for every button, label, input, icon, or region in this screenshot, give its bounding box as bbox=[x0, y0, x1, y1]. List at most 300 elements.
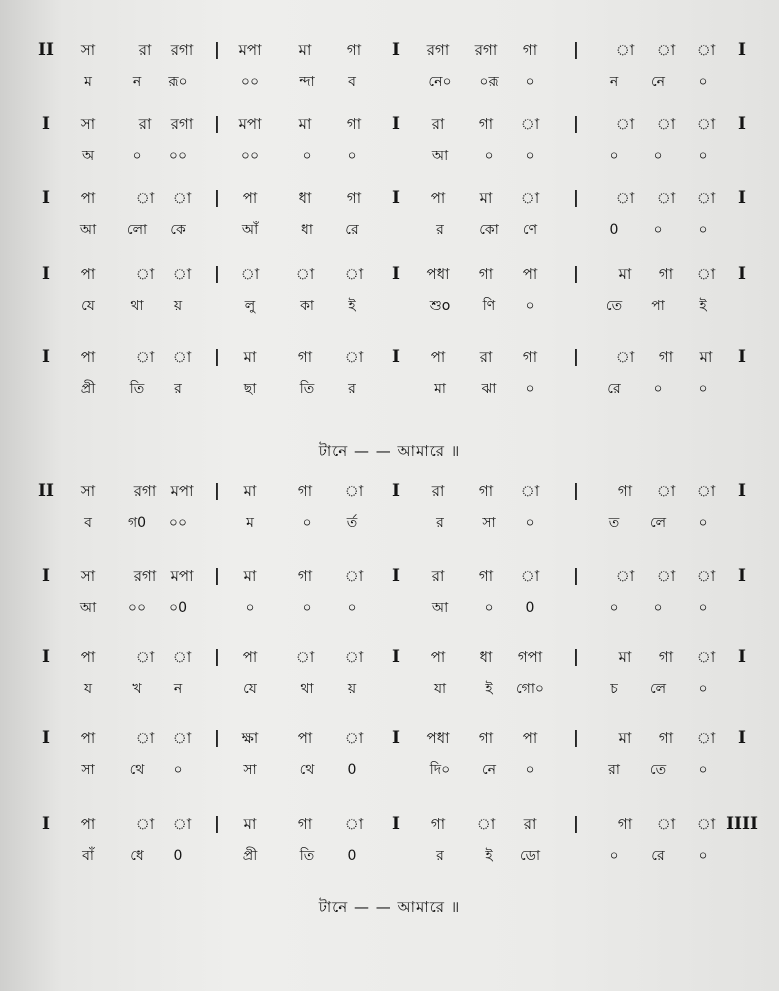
swara-note: মপা bbox=[170, 567, 194, 585]
swara-note: পা bbox=[242, 648, 258, 666]
swara-note: রা bbox=[431, 482, 445, 500]
swara-note: গা bbox=[297, 567, 313, 585]
swara-note: া bbox=[696, 41, 716, 59]
swara-note: া bbox=[520, 482, 540, 500]
swara-note: া bbox=[344, 348, 364, 366]
lyric-syllable: তি bbox=[129, 381, 145, 397]
swara-note: পা bbox=[80, 648, 96, 666]
swara-note: রগা bbox=[426, 41, 450, 59]
swara-note: গা bbox=[478, 482, 494, 500]
swara-note: া bbox=[520, 567, 540, 585]
swara-note: পধা bbox=[426, 265, 450, 283]
swara-note: া bbox=[344, 482, 364, 500]
swara-note: া bbox=[344, 567, 364, 585]
lyric-syllable: ০ bbox=[484, 600, 494, 616]
lyric-row bbox=[0, 844, 779, 884]
bar-line: I bbox=[392, 264, 400, 284]
lyric-row bbox=[0, 596, 779, 636]
swara-note: রগা bbox=[170, 115, 194, 133]
lyric-syllable: নে bbox=[650, 74, 666, 90]
swara-note: া bbox=[696, 567, 716, 585]
swara-note: গা bbox=[297, 482, 313, 500]
lyric-syllable: ০ bbox=[698, 762, 708, 778]
bar-line: IIII bbox=[726, 814, 758, 834]
swara-note: ক্ষা bbox=[241, 729, 259, 747]
bar-line: I bbox=[738, 481, 746, 501]
lyric-syllable: ০ bbox=[653, 222, 663, 238]
lyric-syllable: ০০ bbox=[240, 148, 260, 164]
lyric-syllable: 0 bbox=[609, 222, 619, 238]
notation-line bbox=[0, 564, 779, 654]
lyric-syllable: ০ bbox=[525, 74, 535, 90]
lyric-syllable: য় bbox=[347, 681, 357, 697]
lyric-syllable: তে bbox=[605, 298, 623, 314]
bar-line: I bbox=[392, 566, 400, 586]
bar-line: | bbox=[213, 40, 221, 60]
swara-note: া bbox=[656, 482, 676, 500]
lyric-syllable: রে bbox=[345, 222, 359, 238]
swara-note: রগা bbox=[170, 41, 194, 59]
lyric-syllable: আঁ bbox=[241, 222, 259, 238]
lyric-syllable: ০০ bbox=[127, 600, 147, 616]
bar-line: | bbox=[572, 647, 580, 667]
lyric-syllable: ই bbox=[485, 848, 493, 864]
lyric-syllable: ০ bbox=[698, 222, 708, 238]
bar-line: | bbox=[213, 647, 221, 667]
notation-line bbox=[0, 345, 779, 435]
swara-note: গা bbox=[522, 348, 538, 366]
swara-note: া bbox=[520, 189, 540, 207]
swara-note: সা bbox=[80, 482, 96, 500]
bar-line: I bbox=[42, 566, 50, 586]
swara-note: া bbox=[615, 115, 635, 133]
swara-note: া bbox=[135, 348, 155, 366]
bar-line: | bbox=[572, 188, 580, 208]
lyric-syllable: আ bbox=[79, 600, 97, 616]
lyric-syllable: ০ bbox=[698, 515, 708, 531]
lyric-syllable: ধা bbox=[301, 222, 313, 238]
lyric-syllable: ব bbox=[348, 74, 356, 90]
swara-note: া bbox=[615, 348, 635, 366]
lyric-syllable: আ bbox=[431, 148, 449, 164]
swara-note: া bbox=[295, 265, 315, 283]
bar-line: | bbox=[572, 481, 580, 501]
swara-note: গা bbox=[297, 815, 313, 833]
bar-line: I bbox=[738, 566, 746, 586]
lyric-syllable: ০ bbox=[609, 600, 619, 616]
swara-note: পা bbox=[80, 815, 96, 833]
bar-line: | bbox=[213, 114, 221, 134]
lyric-syllable: আ bbox=[79, 222, 97, 238]
swara-note: গা bbox=[297, 348, 313, 366]
swara-note: সা bbox=[80, 41, 96, 59]
swara-note: মা bbox=[298, 41, 312, 59]
lyric-syllable: আ bbox=[431, 600, 449, 616]
swara-note: া bbox=[656, 815, 676, 833]
lyric-syllable: নে০ bbox=[428, 74, 452, 90]
lyric-syllable: রা bbox=[608, 762, 620, 778]
bar-line: | bbox=[572, 566, 580, 586]
bar-line: I bbox=[42, 114, 50, 134]
swara-note: া bbox=[344, 265, 364, 283]
bar-line: | bbox=[572, 728, 580, 748]
bar-line: I bbox=[738, 40, 746, 60]
swara-note: রা bbox=[431, 115, 445, 133]
lyric-syllable: ০রূ bbox=[479, 74, 499, 90]
lyric-syllable: ০ bbox=[302, 148, 312, 164]
swara-note: পা bbox=[80, 265, 96, 283]
lyric-syllable: মা bbox=[434, 381, 446, 397]
swara-note: া bbox=[696, 115, 716, 133]
notation-line bbox=[0, 479, 779, 569]
lyric-syllable: রে bbox=[607, 381, 621, 397]
lyric-syllable: ০ bbox=[653, 381, 663, 397]
lyric-syllable: 0 bbox=[173, 848, 183, 864]
swara-note: গা bbox=[658, 265, 674, 283]
swara-note: মা bbox=[618, 648, 632, 666]
swara-note: মপা bbox=[238, 41, 262, 59]
bar-line: I bbox=[392, 347, 400, 367]
swara-note: রা bbox=[138, 115, 152, 133]
lyric-syllable: ০ bbox=[525, 381, 535, 397]
lyric-syllable: ০ bbox=[245, 600, 255, 616]
lyric-syllable: ই bbox=[348, 298, 356, 314]
lyric-syllable: ০ bbox=[698, 381, 708, 397]
refrain-line: টানে — — আমারে ॥ bbox=[318, 442, 461, 460]
lyric-syllable: ই bbox=[699, 298, 707, 314]
bar-line: I bbox=[42, 814, 50, 834]
swara-note: া bbox=[344, 729, 364, 747]
lyric-syllable: অ bbox=[81, 148, 95, 164]
lyric-syllable: ০0 bbox=[168, 600, 188, 616]
swara-note: গা bbox=[430, 815, 446, 833]
lyric-syllable: সা bbox=[243, 762, 257, 778]
lyric-syllable: থা bbox=[300, 681, 314, 697]
swara-note: া bbox=[135, 729, 155, 747]
swara-note: গা bbox=[346, 115, 362, 133]
bar-line: I bbox=[392, 40, 400, 60]
swara-note: ধা bbox=[479, 648, 493, 666]
swara-note: া bbox=[696, 265, 716, 283]
lyric-syllable: ছা bbox=[243, 381, 257, 397]
lyric-syllable: ০ bbox=[302, 600, 312, 616]
bar-line: I bbox=[392, 814, 400, 834]
lyric-syllable: ন bbox=[132, 74, 142, 90]
swara-note: পা bbox=[522, 729, 538, 747]
lyric-syllable: ণে bbox=[522, 222, 538, 238]
lyric-syllable: প্রী bbox=[80, 381, 96, 397]
swara-note: মা bbox=[243, 482, 257, 500]
lyric-syllable: ০০ bbox=[168, 148, 188, 164]
swara-note: রা bbox=[523, 815, 537, 833]
swara-note: মা bbox=[243, 348, 257, 366]
refrain-line: টানে — — আমারে ॥ bbox=[318, 898, 461, 916]
lyric-syllable: যে bbox=[81, 298, 95, 314]
lyric-syllable: কে bbox=[170, 222, 186, 238]
swara-note: া bbox=[656, 567, 676, 585]
swara-note: া bbox=[295, 648, 315, 666]
lyric-syllable: কা bbox=[300, 298, 314, 314]
swara-note: রগা bbox=[133, 567, 157, 585]
lyric-syllable: ণি bbox=[482, 298, 496, 314]
notation-line bbox=[0, 645, 779, 735]
swara-note: া bbox=[696, 815, 716, 833]
lyric-syllable: ০ bbox=[132, 148, 142, 164]
swara-note: গা bbox=[478, 115, 494, 133]
lyric-syllable: ন bbox=[173, 681, 183, 697]
lyric-syllable: ০ bbox=[525, 298, 535, 314]
lyric-row bbox=[0, 511, 779, 551]
lyric-syllable: ০ bbox=[525, 148, 535, 164]
swara-note: পা bbox=[430, 648, 446, 666]
bar-line: | bbox=[213, 481, 221, 501]
bar-line: | bbox=[213, 566, 221, 586]
lyric-syllable: ০ bbox=[698, 74, 708, 90]
lyric-syllable: ডো bbox=[519, 848, 541, 864]
swara-note: া bbox=[172, 815, 192, 833]
swara-note: রা bbox=[431, 567, 445, 585]
lyric-syllable: ম bbox=[246, 515, 254, 531]
bar-line: | bbox=[213, 728, 221, 748]
swara-note: পা bbox=[80, 348, 96, 366]
lyric-syllable: র bbox=[436, 515, 444, 531]
lyric-syllable: ই bbox=[485, 681, 493, 697]
bar-line: I bbox=[42, 728, 50, 748]
lyric-syllable: তে bbox=[649, 762, 667, 778]
bar-line: I bbox=[42, 188, 50, 208]
swara-note: গা bbox=[522, 41, 538, 59]
lyric-syllable: বাঁ bbox=[82, 848, 94, 864]
lyric-syllable: য bbox=[83, 681, 93, 697]
swara-note: া bbox=[615, 189, 635, 207]
swara-note: া bbox=[696, 482, 716, 500]
swara-note: গা bbox=[658, 348, 674, 366]
swara-note: া bbox=[135, 265, 155, 283]
swara-note: সা bbox=[80, 115, 96, 133]
swara-note: পা bbox=[430, 189, 446, 207]
lyric-syllable: ০ bbox=[609, 148, 619, 164]
swara-note: মপা bbox=[170, 482, 194, 500]
bar-line: I bbox=[42, 647, 50, 667]
swara-note: পা bbox=[80, 729, 96, 747]
swara-note: া bbox=[696, 189, 716, 207]
lyric-syllable: ০ bbox=[525, 515, 535, 531]
swara-note: া bbox=[172, 648, 192, 666]
lyric-syllable: ০ bbox=[653, 600, 663, 616]
lyric-syllable: সা bbox=[81, 762, 95, 778]
swara-note: া bbox=[615, 41, 635, 59]
lyric-syllable: ০ bbox=[698, 600, 708, 616]
bar-line: I bbox=[738, 647, 746, 667]
swara-note: পা bbox=[80, 189, 96, 207]
swara-note: গা bbox=[658, 648, 674, 666]
lyric-syllable: লে bbox=[649, 681, 667, 697]
lyric-syllable: থে bbox=[129, 762, 145, 778]
swara-note: পা bbox=[430, 348, 446, 366]
bar-line: II bbox=[38, 40, 54, 60]
swara-note: মা bbox=[479, 189, 493, 207]
lyric-syllable: গো০ bbox=[515, 681, 545, 697]
lyric-syllable: লো bbox=[126, 222, 148, 238]
swara-note: া bbox=[656, 189, 676, 207]
lyric-syllable: ত bbox=[608, 515, 620, 531]
bar-line: I bbox=[738, 347, 746, 367]
lyric-row bbox=[0, 677, 779, 717]
lyric-syllable: ০ bbox=[347, 600, 357, 616]
lyric-syllable: ম bbox=[84, 74, 92, 90]
swara-note: া bbox=[696, 648, 716, 666]
lyric-syllable: য় bbox=[173, 298, 183, 314]
bar-line: I bbox=[42, 264, 50, 284]
swara-note: রা bbox=[138, 41, 152, 59]
swara-note: া bbox=[135, 189, 155, 207]
swara-note: া bbox=[135, 815, 155, 833]
lyric-syllable: ০ bbox=[609, 848, 619, 864]
swara-note: ধা bbox=[298, 189, 312, 207]
lyric-syllable: নে bbox=[481, 762, 497, 778]
lyric-syllable: 0 bbox=[525, 600, 535, 616]
bar-line: I bbox=[738, 728, 746, 748]
lyric-syllable: ০ bbox=[484, 148, 494, 164]
swara-note: পা bbox=[297, 729, 313, 747]
lyric-syllable: দি০ bbox=[429, 762, 451, 778]
bar-line: | bbox=[572, 347, 580, 367]
lyric-syllable: লু bbox=[244, 298, 256, 314]
bar-line: I bbox=[392, 114, 400, 134]
lyric-syllable: পা bbox=[651, 298, 665, 314]
lyric-syllable: ০০ bbox=[168, 515, 188, 531]
lyric-syllable: ০ bbox=[302, 515, 312, 531]
swara-note: মা bbox=[618, 265, 632, 283]
lyric-syllable: তি bbox=[299, 381, 315, 397]
swara-note: া bbox=[172, 265, 192, 283]
lyric-syllable: ০ bbox=[698, 848, 708, 864]
lyric-row bbox=[0, 377, 779, 417]
swara-note: া bbox=[476, 815, 496, 833]
swara-note: পা bbox=[242, 189, 258, 207]
swara-note: া bbox=[615, 567, 635, 585]
lyric-syllable: রে bbox=[651, 848, 665, 864]
swara-note: গা bbox=[478, 729, 494, 747]
lyric-syllable: ব bbox=[84, 515, 92, 531]
swara-note: া bbox=[656, 41, 676, 59]
swara-note: পা bbox=[522, 265, 538, 283]
lyric-syllable: ০০ bbox=[240, 74, 260, 90]
lyric-syllable: কো bbox=[479, 222, 499, 238]
swara-note: গা bbox=[617, 815, 633, 833]
notation-line bbox=[0, 262, 779, 352]
bar-line: I bbox=[392, 188, 400, 208]
lyric-syllable: শুo bbox=[429, 298, 451, 314]
bar-line: | bbox=[572, 814, 580, 834]
swara-note: গা bbox=[658, 729, 674, 747]
lyric-syllable: যে bbox=[243, 681, 257, 697]
lyric-syllable: ০ bbox=[347, 148, 357, 164]
swara-note: সা bbox=[80, 567, 96, 585]
lyric-syllable: খ bbox=[132, 681, 142, 697]
lyric-syllable: 0 bbox=[347, 762, 357, 778]
lyric-syllable: ঝা bbox=[481, 381, 497, 397]
swara-note: রগা bbox=[133, 482, 157, 500]
swara-note: গা bbox=[346, 41, 362, 59]
swara-note: া bbox=[656, 115, 676, 133]
bar-line: I bbox=[738, 114, 746, 134]
swara-note: মা bbox=[298, 115, 312, 133]
bar-line: II bbox=[38, 481, 54, 501]
swara-note: মা bbox=[699, 348, 713, 366]
lyric-syllable: ০ bbox=[525, 762, 535, 778]
lyric-syllable: চ bbox=[610, 681, 618, 697]
swara-note: রা bbox=[479, 348, 493, 366]
bar-line: I bbox=[392, 728, 400, 748]
lyric-syllable: ০ bbox=[653, 148, 663, 164]
swara-note: া bbox=[344, 648, 364, 666]
lyric-syllable: ০ bbox=[698, 681, 708, 697]
lyric-syllable: ০ bbox=[173, 762, 183, 778]
lyric-syllable: র bbox=[436, 222, 444, 238]
swara-note: গা bbox=[346, 189, 362, 207]
bar-line: I bbox=[738, 264, 746, 284]
lyric-syllable: ন bbox=[609, 74, 619, 90]
bar-line: I bbox=[738, 188, 746, 208]
swara-note: া bbox=[696, 729, 716, 747]
notation-line bbox=[0, 812, 779, 902]
swara-note: গা bbox=[617, 482, 633, 500]
lyric-syllable: র bbox=[174, 381, 182, 397]
swara-note: গা bbox=[478, 567, 494, 585]
swara-note: মপা bbox=[238, 115, 262, 133]
swara-note: া bbox=[172, 729, 192, 747]
bar-line: | bbox=[213, 347, 221, 367]
bar-line: | bbox=[572, 40, 580, 60]
swara-note: গপা bbox=[517, 648, 543, 666]
swara-note: মা bbox=[243, 815, 257, 833]
lyric-syllable: র্ত bbox=[346, 515, 358, 531]
bar-line: | bbox=[572, 114, 580, 134]
bar-line: | bbox=[213, 264, 221, 284]
swara-note: মা bbox=[618, 729, 632, 747]
lyric-syllable: র bbox=[436, 848, 444, 864]
lyric-syllable: র bbox=[348, 381, 356, 397]
bar-line: | bbox=[213, 814, 221, 834]
lyric-syllable: লে bbox=[649, 515, 667, 531]
bar-line: I bbox=[392, 481, 400, 501]
swara-note: পধা bbox=[426, 729, 450, 747]
lyric-syllable: ন্দা bbox=[299, 74, 315, 90]
bar-line: | bbox=[572, 264, 580, 284]
bar-line: I bbox=[42, 347, 50, 367]
lyric-syllable: প্রী bbox=[242, 848, 258, 864]
lyric-syllable: সা bbox=[482, 515, 496, 531]
lyric-row bbox=[0, 294, 779, 334]
swara-note: া bbox=[135, 648, 155, 666]
swara-note: া bbox=[172, 348, 192, 366]
lyric-row bbox=[0, 218, 779, 258]
lyric-syllable: থে bbox=[299, 762, 315, 778]
swara-note: রগা bbox=[474, 41, 498, 59]
lyric-syllable: গ0 bbox=[127, 515, 147, 531]
bar-line: I bbox=[392, 647, 400, 667]
lyric-syllable: ০ bbox=[698, 148, 708, 164]
lyric-row bbox=[0, 758, 779, 798]
swara-note: া bbox=[172, 189, 192, 207]
swara-note: মা bbox=[243, 567, 257, 585]
lyric-syllable: তি bbox=[299, 848, 315, 864]
swara-note: া bbox=[240, 265, 260, 283]
lyric-row bbox=[0, 144, 779, 184]
lyric-syllable: থা bbox=[130, 298, 144, 314]
bar-line: | bbox=[213, 188, 221, 208]
